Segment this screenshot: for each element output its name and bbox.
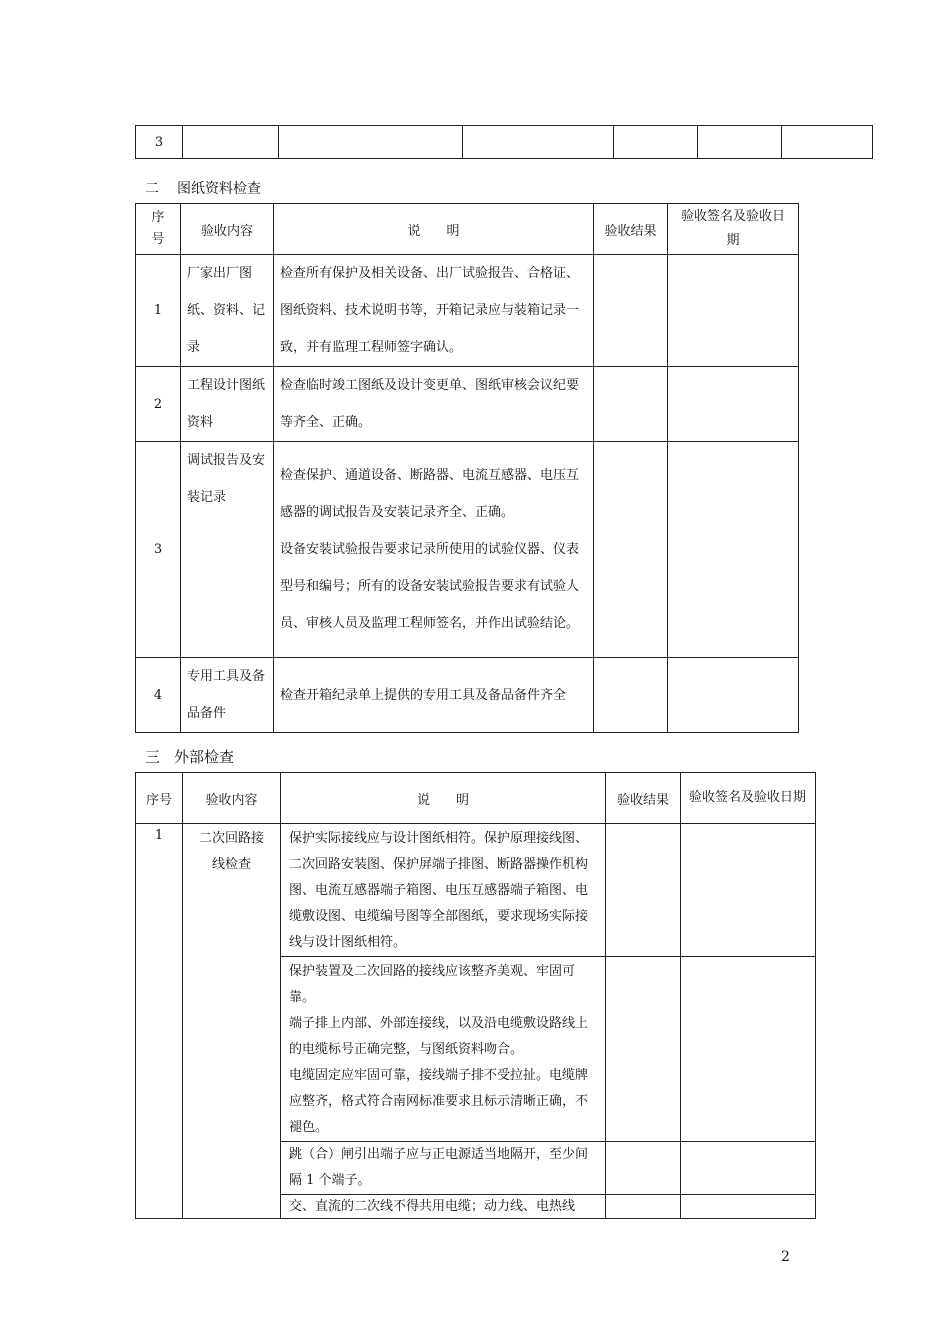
row-number: 1 <box>136 824 183 1219</box>
row-number: 1 <box>136 255 181 367</box>
top-table-cell <box>782 126 873 159</box>
top-table-cell <box>698 126 782 159</box>
header-seq: 序号 <box>136 773 183 824</box>
row-description-item: 端子排上内部、外部连接线，以及沿电缆敷设路线上的电缆标号正确完整，与图纸资料吻合。 <box>289 1016 589 1057</box>
header-result: 验收结果 <box>606 773 681 824</box>
row-result <box>594 658 668 733</box>
row-signature <box>668 367 799 442</box>
header-seq: 序号 <box>136 204 181 255</box>
row-content: 厂家出厂图纸、资料、记录 <box>181 255 274 367</box>
row-description-item: 保护装置及二次回路的接线应该整齐美观、牢固可靠。 <box>289 964 576 1005</box>
row-description-part2: 设备安装试验报告要求记录所使用的试验仪器、仪表型号和编号；所有的设备安装试验报告要求有试验人员、审核人员及监理工程师签名，并作出试验结论。 <box>280 542 580 631</box>
row-content: 工程设计图纸资料 <box>181 367 274 442</box>
header-content: 验收内容 <box>181 204 274 255</box>
top-table <box>135 125 873 159</box>
row-result <box>606 1142 681 1195</box>
row-content: 调试报告及安装记录 <box>181 442 274 658</box>
row-number: 4 <box>136 658 181 733</box>
top-table-cell <box>463 126 614 159</box>
header-signature: 验收签名及验收日期 <box>681 773 816 824</box>
row-description: 检查所有保护及相关设备、出厂试验报告、合格证、图纸资料、技术说明书等，开箱记录应与装箱记录一致，并有监理工程师签字确认。 <box>274 255 594 367</box>
row-description <box>281 957 606 1142</box>
row-signature <box>681 1142 816 1195</box>
section2-table <box>135 203 799 733</box>
row-description: 跳（合）闸引出端子应与正电源适当地隔开，至少间隔 1 个端子。 <box>281 1142 606 1195</box>
header-signature: 验收签名及验收日期 <box>668 204 799 255</box>
row-number: 2 <box>136 367 181 442</box>
row-description-part1: 检查保护、通道设备、断路器、电流互感器、电压互感器的调试报告及安装记录齐全、正确。 <box>280 468 580 520</box>
row-signature <box>668 442 799 658</box>
row-description <box>274 442 594 658</box>
row-description: 检查临时竣工图纸及设计变更单、图纸审核会议纪要等齐全、正确。 <box>274 367 594 442</box>
top-table-row-number: 3 <box>136 126 183 159</box>
row-result <box>594 255 668 367</box>
section3-number: 三 <box>145 748 161 766</box>
row-signature <box>668 658 799 733</box>
table-row <box>136 367 799 442</box>
top-table-cell <box>183 126 279 159</box>
row-content: 专用工具及备品备件 <box>181 658 274 733</box>
top-table-cell <box>614 126 698 159</box>
section3-heading <box>145 746 234 767</box>
row-signature <box>681 957 816 1142</box>
row-description-item: 电缆固定应牢固可靠，接线端子排不受拉扯。电缆牌应整齐，格式符合南网标准要求且标示清晰正确，不褪色。 <box>289 1068 589 1135</box>
row-description: 保护实际接线应与设计图纸相符。保护原理接线图、二次回路安装图、保护屏端子排图、断路器操作机构图、电流互感器端子箱图、电压互感器端子箱图、电缆敷设图、电缆编号图等全部图纸，要求现场实际接线与设计图纸相符。 <box>281 824 606 957</box>
header-result: 验收结果 <box>594 204 668 255</box>
row-result <box>594 442 668 658</box>
section2-title: 图纸资料检查 <box>177 181 261 197</box>
page-number: 2 <box>781 1249 790 1265</box>
row-signature <box>681 824 816 957</box>
section2-number: 二 <box>145 181 159 197</box>
table-row <box>136 442 799 658</box>
section2-heading <box>145 178 261 198</box>
header-description: 说 明 <box>281 773 606 824</box>
row-content: 二次回路接线检查 <box>183 824 281 1219</box>
row-result <box>606 1195 681 1219</box>
row-number: 3 <box>136 442 181 658</box>
section3-title: 外部检查 <box>174 748 235 766</box>
row-result <box>606 824 681 957</box>
header-content: 验收内容 <box>183 773 281 824</box>
section2-header-row <box>136 204 799 255</box>
row-signature <box>681 1195 816 1219</box>
section3-header-row <box>136 773 816 824</box>
table-row <box>136 824 816 957</box>
top-table-cell <box>279 126 463 159</box>
row-description: 检查开箱纪录单上提供的专用工具及备品备件齐全 <box>274 658 594 733</box>
header-description: 说 明 <box>274 204 594 255</box>
table-row <box>136 255 799 367</box>
row-signature <box>668 255 799 367</box>
row-result <box>594 367 668 442</box>
row-description: 交、直流的二次线不得共用电缆；动力线、电热线 <box>281 1195 606 1219</box>
row-result <box>606 957 681 1142</box>
section3-table <box>135 772 816 1219</box>
table-row <box>136 658 799 733</box>
